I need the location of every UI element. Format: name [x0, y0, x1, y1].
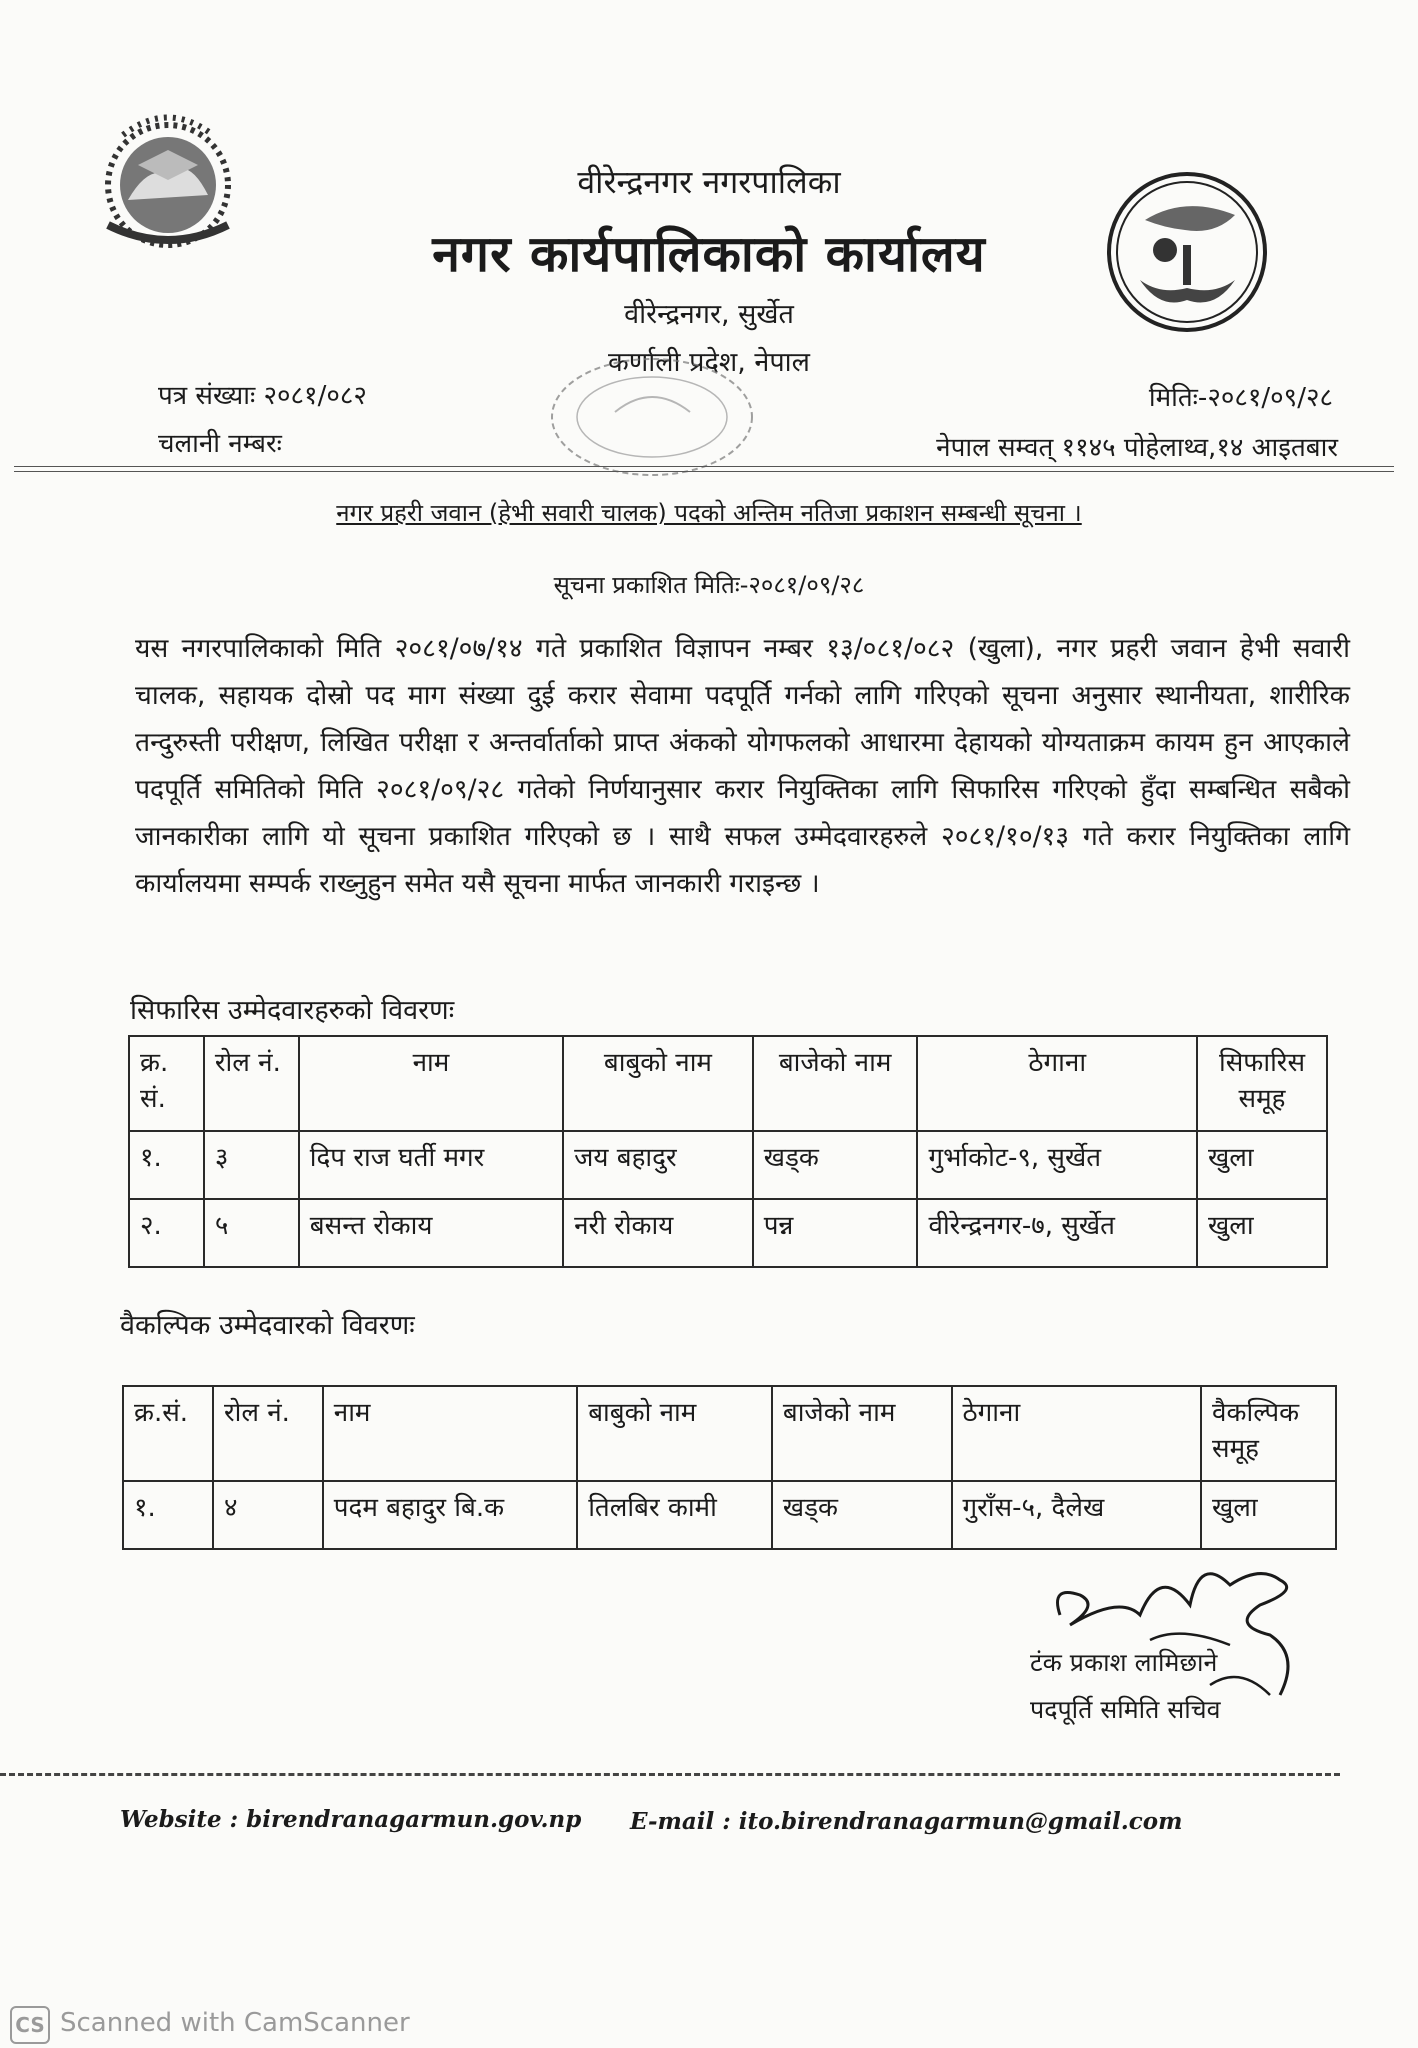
header-address: ठेगाना [952, 1386, 1202, 1481]
notice-published-date: सूचना प्रकाशित मितिः-२०८१/०९/२८ [553, 571, 865, 599]
header-father-name: बाबुको नाम [563, 1036, 753, 1131]
recommended-section-title: सिफारिस उम्मेदवारहरुको विवरणः [130, 995, 455, 1026]
header-roll: रोल नं. [213, 1386, 323, 1481]
issue-date: मितिः-२०८१/०९/२८ [1148, 383, 1333, 413]
table-header-row [129, 1036, 1327, 1131]
table-row [123, 1481, 1336, 1549]
cell-father-name: नरी रोकाय [563, 1199, 753, 1267]
dispatch-number: चलानी नम्बरः [158, 429, 282, 459]
notice-subject [0, 496, 1418, 529]
header-roll: रोल नं. [204, 1036, 299, 1131]
cell-address: गुराँस-५, दैलेख [952, 1481, 1202, 1549]
cell-address: वीरेन्द्रनगर-७, सुर्खेत [917, 1199, 1197, 1267]
municipality-name: वीरेन्द्रनगर नगरपालिका [577, 163, 841, 201]
cell-name: बसन्त रोकाय [299, 1199, 563, 1267]
table-row [129, 1131, 1327, 1199]
header-father-name: बाबुको नाम [577, 1386, 772, 1481]
cell-roll: ३ [204, 1131, 299, 1199]
office-address-line2: कर्णाली प्रदेश, नेपाल [608, 347, 810, 378]
cell-group: खुला [1197, 1199, 1327, 1267]
footer-email: E-mail : ito.birendranagarmun@gmail.com [630, 1808, 1183, 1835]
footer-divider [0, 1773, 1340, 1776]
cell-grandfather-name: पन्न [753, 1199, 918, 1267]
signatory-designation: पदपूर्ति समिति सचिव [1030, 1695, 1221, 1724]
nepal-sambat-date: नेपाल सम्वत् ११४५ पोहेलाथ्व,१४ आइतबार [936, 433, 1338, 463]
camscanner-logo-icon: CS [10, 2006, 50, 2044]
cell-serial: २. [129, 1199, 204, 1267]
cell-roll: ५ [204, 1199, 299, 1267]
cell-name: दिप राज घर्ती मगर [299, 1131, 563, 1199]
table-row [129, 1199, 1327, 1267]
notice-subject-text: नगर प्रहरी जवान (हेभी सवारी चालक) पदको अन्तिम नतिजा प्रकाशन सम्बन्धी सूचना । [336, 499, 1082, 527]
header-name: नाम [323, 1386, 577, 1481]
cell-father-name: तिलबिर कामी [577, 1481, 772, 1549]
header-group: वैकल्पिक समूह [1201, 1386, 1336, 1481]
letter-number: पत्र संख्याः २०८१/०८२ [158, 381, 367, 411]
header-divider [14, 466, 1394, 467]
cell-serial: १. [129, 1131, 204, 1199]
cell-father-name: जय बहादुर [563, 1131, 753, 1199]
cell-group: खुला [1197, 1131, 1327, 1199]
cell-grandfather-name: खड्क [772, 1481, 952, 1549]
alternate-section-title: वैकल्पिक उम्मेदवारको विवरणः [120, 1310, 415, 1341]
recommended-table [128, 1035, 1328, 1268]
office-title: नगर कार्यपालिकाको कार्यालय [432, 225, 986, 283]
cell-grandfather-name: खड्क [753, 1131, 918, 1199]
signatory-name: टंक प्रकाश लामिछाने [1030, 1648, 1218, 1677]
header-divider-thin [14, 471, 1394, 472]
office-address-line1: वीरेन्द्रनगर, सुर्खेत [624, 299, 794, 330]
header-address: ठेगाना [917, 1036, 1197, 1131]
table-header-row [123, 1386, 1336, 1481]
cell-address: गुर्भाकोट-९, सुर्खेत [917, 1131, 1197, 1199]
header-serial: क्र.सं. [123, 1386, 213, 1481]
cell-name: पदम बहादुर बि.क [323, 1481, 577, 1549]
header-grandfather-name: बाजेको नाम [753, 1036, 918, 1131]
header-name: नाम [299, 1036, 563, 1131]
header-group: सिफारिस समूह [1197, 1036, 1327, 1131]
cell-group: खुला [1201, 1481, 1336, 1549]
footer-website: Website : birendranagarmun.gov.np [120, 1806, 582, 1833]
header-grandfather-name: बाजेको नाम [772, 1386, 952, 1481]
alternate-table [122, 1385, 1337, 1550]
notice-body: यस नगरपालिकाको मिति २०८१/०७/१४ गते प्रकाशित विज्ञापन नम्बर १३/०८१/०८२ (खुला), नगर प्रहरी जवान हेभी सवारी चालक, सहायक दोस्रो पद माग संख्या दुई करार सेवामा पदपूर्ति गर्नको लागि गरिएको सूचना अनुसार स्थानीयता, शारीरिक तन्दुरुस्ती परीक्षण, लिखित परीक्षा र अन्तर्वार्ताको प्राप्त अंकको योगफलको आधारमा देहायको योग्यताक्रम कायम हुन आएकाले पदपूर्ति समितिको मिति २०८१/०९/२८ गतेको निर्णयानुसार करार नियुक्तिका लागि सिफारिस गरिएको हुँदा सम्बन्धित सबैको जानकारीका लागि यो सूचना प्रकाशित गरिएको छ । साथै सफल उम्मेदवारहरुले २०८१/१०/१३ गते करार नियुक्तिका लागि कार्यालयमा सम्पर्क राख्नुहुन समेत यसै सूचना मार्फत जानकारी गराइन्छ । [135, 633, 1350, 899]
cell-roll: ४ [213, 1481, 323, 1549]
office-stamp [545, 352, 760, 482]
cell-serial: १. [123, 1481, 213, 1549]
camscanner-watermark: Scanned with CamScanner [60, 2008, 410, 2038]
header-serial: क्र. सं. [129, 1036, 204, 1131]
